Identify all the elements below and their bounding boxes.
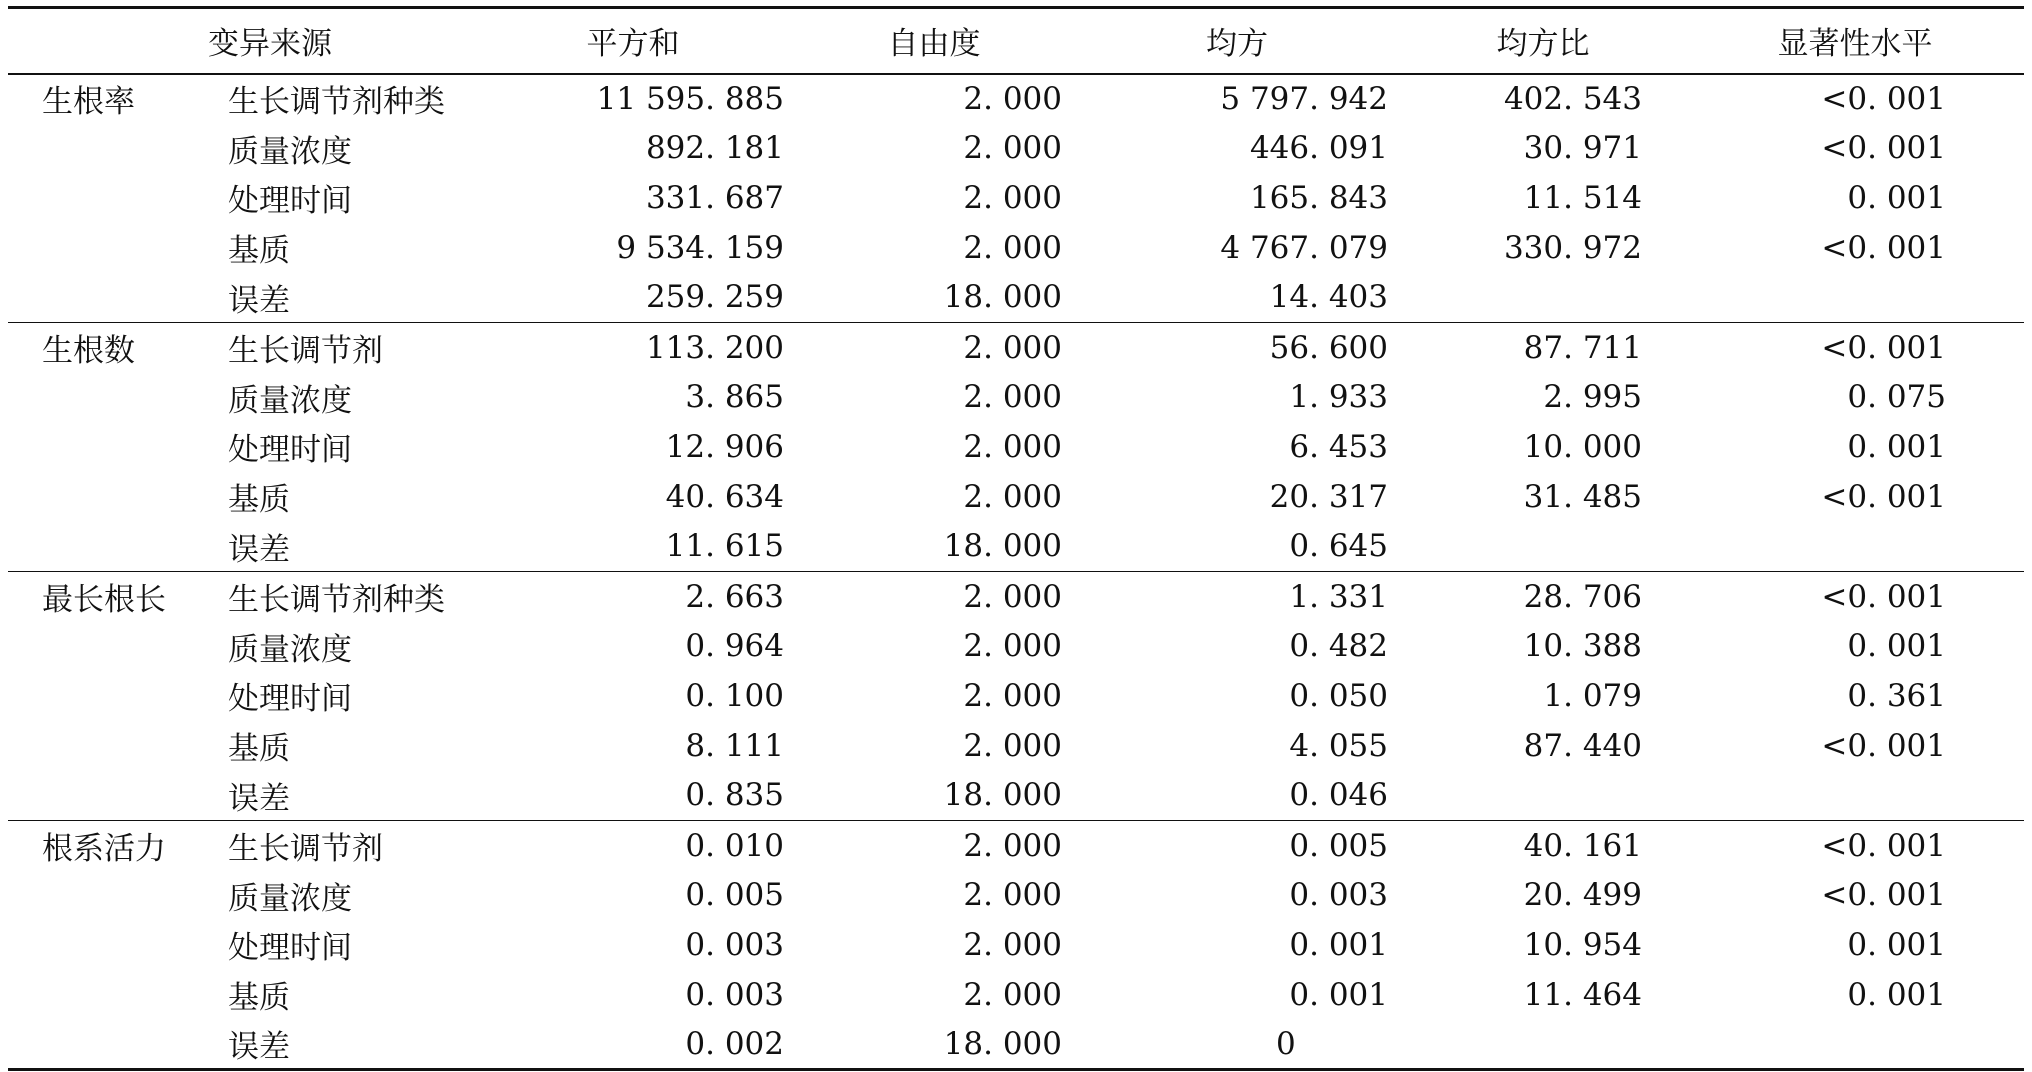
group-label-empty — [8, 1020, 222, 1070]
factor-cell: 质量浓度 — [228, 631, 352, 668]
p-cell: <0. 001 — [1821, 827, 1946, 864]
table-row — [8, 621, 2024, 671]
p-cell: <0. 001 — [1821, 478, 1946, 515]
p-cell: 0. 075 — [1847, 379, 1946, 416]
group-label-empty — [8, 771, 222, 821]
ms-cell: 0. 001 — [1289, 926, 1388, 963]
factor-cell: 处理时间 — [228, 930, 352, 967]
ms-cell: 1. 331 — [1289, 578, 1388, 615]
group-label-empty — [8, 621, 222, 671]
f-cell — [1400, 771, 1686, 821]
header-degrees-of-freedom: 自由度 — [794, 8, 1074, 74]
group-label: 最长根长 — [42, 582, 166, 619]
table-header — [8, 8, 2024, 74]
ms-cell: 0. 005 — [1289, 827, 1388, 864]
df-cell: 2. 000 — [963, 80, 1062, 117]
ms-cell: 165. 843 — [1249, 179, 1388, 216]
f-cell: 31. 485 — [1523, 478, 1642, 515]
group-label-empty — [8, 372, 222, 422]
header-row — [8, 8, 2024, 74]
f-cell — [1400, 1020, 1686, 1070]
ss-cell: 331. 687 — [645, 179, 784, 216]
df-cell: 18. 000 — [794, 273, 1074, 323]
header-sum-of-squares: 平方和 — [472, 8, 794, 74]
table-row — [8, 970, 2024, 1020]
factor-cell: 质量浓度 — [228, 880, 352, 917]
f-cell: 1. 079 — [1543, 677, 1642, 714]
factor-cell: 误差 — [222, 522, 472, 572]
p-cell: <0. 001 — [1821, 329, 1946, 366]
ms-cell: 0. 482 — [1289, 628, 1388, 665]
ss-cell: 9 534. 159 — [616, 229, 784, 266]
ms-cell: 446. 091 — [1249, 130, 1388, 167]
group-label-empty — [8, 870, 222, 920]
group-label-empty — [8, 273, 222, 323]
ss-cell: 0. 003 — [685, 926, 784, 963]
table-row — [8, 422, 2024, 472]
f-cell — [1400, 522, 1686, 572]
f-cell — [1400, 273, 1686, 323]
ss-cell: 259. 259 — [472, 273, 794, 323]
df-cell: 2. 000 — [963, 628, 1062, 665]
factor-cell: 生长调节剂 — [228, 831, 383, 868]
group-label-empty — [8, 422, 222, 472]
df-cell: 2. 000 — [963, 926, 1062, 963]
group-label-empty — [8, 223, 222, 273]
ms-cell: 0. 645 — [1074, 522, 1400, 572]
table-row — [8, 522, 2024, 572]
p-cell: 0. 001 — [1847, 428, 1946, 465]
ms-cell: 0. 046 — [1074, 771, 1400, 821]
header-mean-square: 均方 — [1074, 8, 1400, 74]
p-cell: <0. 001 — [1821, 229, 1946, 266]
table-row — [8, 123, 2024, 173]
p-cell: <0. 001 — [1821, 80, 1946, 117]
ss-cell: 40. 634 — [665, 478, 784, 515]
f-cell: 330. 972 — [1503, 229, 1642, 266]
f-cell: 87. 440 — [1523, 727, 1642, 764]
df-cell: 2. 000 — [963, 130, 1062, 167]
group-root-activity — [8, 820, 2024, 1069]
ss-cell: 0. 835 — [472, 771, 794, 821]
factor-cell: 误差 — [222, 771, 472, 821]
ms-cell: 20. 317 — [1269, 478, 1388, 515]
factor-cell: 基质 — [228, 980, 290, 1017]
ms-cell: 14. 403 — [1074, 273, 1400, 323]
df-cell: 18. 000 — [794, 771, 1074, 821]
group-label-empty — [8, 472, 222, 522]
p-cell: 0. 001 — [1847, 179, 1946, 216]
f-cell: 30. 971 — [1523, 130, 1642, 167]
p-cell: 0. 361 — [1847, 677, 1946, 714]
factor-cell: 基质 — [228, 731, 290, 768]
f-cell: 20. 499 — [1523, 877, 1642, 914]
df-cell: 2. 000 — [963, 727, 1062, 764]
ss-cell: 0. 964 — [685, 628, 784, 665]
table-row — [8, 920, 2024, 970]
table-row — [8, 721, 2024, 771]
group-label: 根系活力 — [42, 831, 166, 868]
df-cell: 18. 000 — [794, 522, 1074, 572]
ms-cell: 5 797. 942 — [1220, 80, 1388, 117]
group-label: 生根数 — [42, 333, 135, 370]
p-cell: <0. 001 — [1821, 877, 1946, 914]
factor-cell: 生长调节剂种类 — [228, 84, 445, 121]
f-cell: 28. 706 — [1523, 578, 1642, 615]
group-label-empty — [8, 970, 222, 1020]
table-row — [8, 1020, 2024, 1070]
p-cell: <0. 001 — [1821, 727, 1946, 764]
factor-cell: 误差 — [222, 273, 472, 323]
table-row — [8, 74, 2024, 124]
header-f-ratio: 均方比 — [1400, 8, 1686, 74]
group-label-empty — [8, 721, 222, 771]
header-source: 变异来源 — [8, 8, 472, 74]
table-row — [8, 472, 2024, 522]
df-cell: 2. 000 — [963, 428, 1062, 465]
factor-cell: 质量浓度 — [228, 382, 352, 419]
factor-cell: 生长调节剂 — [228, 333, 383, 370]
table-row — [8, 870, 2024, 920]
ss-cell: 0. 002 — [472, 1020, 794, 1070]
table-row — [8, 571, 2024, 621]
df-cell: 2. 000 — [963, 578, 1062, 615]
ss-cell: 0. 005 — [685, 877, 784, 914]
ms-cell: 0. 001 — [1289, 976, 1388, 1013]
header-significance: 显著性水平 — [1686, 8, 2024, 74]
f-cell: 10. 954 — [1523, 926, 1642, 963]
factor-cell: 质量浓度 — [228, 133, 352, 170]
ms-cell: 1. 933 — [1289, 379, 1388, 416]
df-cell: 2. 000 — [963, 329, 1062, 366]
ss-cell: 11 595. 885 — [596, 80, 784, 117]
table-row — [8, 322, 2024, 372]
factor-cell: 处理时间 — [228, 432, 352, 469]
table-row — [8, 273, 2024, 323]
f-cell: 11. 464 — [1523, 976, 1642, 1013]
p-cell — [1686, 771, 2024, 821]
ms-cell: 0. 050 — [1289, 677, 1388, 714]
table-row — [8, 671, 2024, 721]
group-longest-root — [8, 571, 2024, 820]
ms-cell: 6. 453 — [1289, 428, 1388, 465]
ss-cell: 2. 663 — [685, 578, 784, 615]
group-root-number — [8, 322, 2024, 571]
group-label-empty — [8, 671, 222, 721]
f-cell: 11. 514 — [1523, 179, 1642, 216]
factor-cell: 处理时间 — [228, 681, 352, 718]
df-cell: 2. 000 — [963, 179, 1062, 216]
ss-cell: 892. 181 — [645, 130, 784, 167]
table-row — [8, 771, 2024, 821]
ss-cell: 113. 200 — [645, 329, 784, 366]
df-cell: 2. 000 — [963, 677, 1062, 714]
ms-cell: 56. 600 — [1269, 329, 1388, 366]
ss-cell: 0. 010 — [685, 827, 784, 864]
group-label: 生根率 — [42, 84, 135, 121]
f-cell: 2. 995 — [1543, 379, 1642, 416]
p-cell — [1686, 522, 2024, 572]
group-label-empty — [8, 522, 222, 572]
df-cell: 18. 000 — [794, 1020, 1074, 1070]
p-cell — [1686, 1020, 2024, 1070]
ss-cell: 11. 615 — [472, 522, 794, 572]
p-cell: 0. 001 — [1847, 976, 1946, 1013]
ss-cell: 0. 003 — [685, 976, 784, 1013]
p-cell: <0. 001 — [1821, 578, 1946, 615]
anova-table — [8, 6, 2024, 1071]
group-label-empty — [8, 123, 222, 173]
p-cell: 0. 001 — [1847, 926, 1946, 963]
ms-cell: 0 — [1074, 1020, 1400, 1070]
f-cell: 87. 711 — [1523, 329, 1642, 366]
ms-cell: 4 767. 079 — [1220, 229, 1388, 266]
table-row — [8, 173, 2024, 223]
factor-cell: 基质 — [228, 233, 290, 270]
df-cell: 2. 000 — [963, 229, 1062, 266]
group-label-empty — [8, 920, 222, 970]
group-label-empty — [8, 173, 222, 223]
df-cell: 2. 000 — [963, 379, 1062, 416]
factor-cell: 基质 — [228, 482, 290, 519]
f-cell: 10. 388 — [1523, 628, 1642, 665]
ss-cell: 3. 865 — [685, 379, 784, 416]
f-cell: 10. 000 — [1523, 428, 1642, 465]
factor-cell: 生长调节剂种类 — [228, 582, 445, 619]
ss-cell: 0. 100 — [685, 677, 784, 714]
df-cell: 2. 000 — [963, 877, 1062, 914]
df-cell: 2. 000 — [963, 976, 1062, 1013]
p-cell: 0. 001 — [1847, 628, 1946, 665]
f-cell: 402. 543 — [1503, 80, 1642, 117]
ms-cell: 4. 055 — [1289, 727, 1388, 764]
factor-cell: 处理时间 — [228, 183, 352, 220]
anova-table-container — [8, 6, 2024, 1071]
p-cell: <0. 001 — [1821, 130, 1946, 167]
p-cell — [1686, 273, 2024, 323]
table-row — [8, 223, 2024, 273]
table-row — [8, 372, 2024, 422]
df-cell: 2. 000 — [963, 478, 1062, 515]
ss-cell: 12. 906 — [665, 428, 784, 465]
ms-cell: 0. 003 — [1289, 877, 1388, 914]
df-cell: 2. 000 — [963, 827, 1062, 864]
table-row — [8, 820, 2024, 870]
ss-cell: 8. 111 — [685, 727, 784, 764]
group-rooting-rate — [8, 74, 2024, 323]
factor-cell: 误差 — [222, 1020, 472, 1070]
f-cell: 40. 161 — [1523, 827, 1642, 864]
